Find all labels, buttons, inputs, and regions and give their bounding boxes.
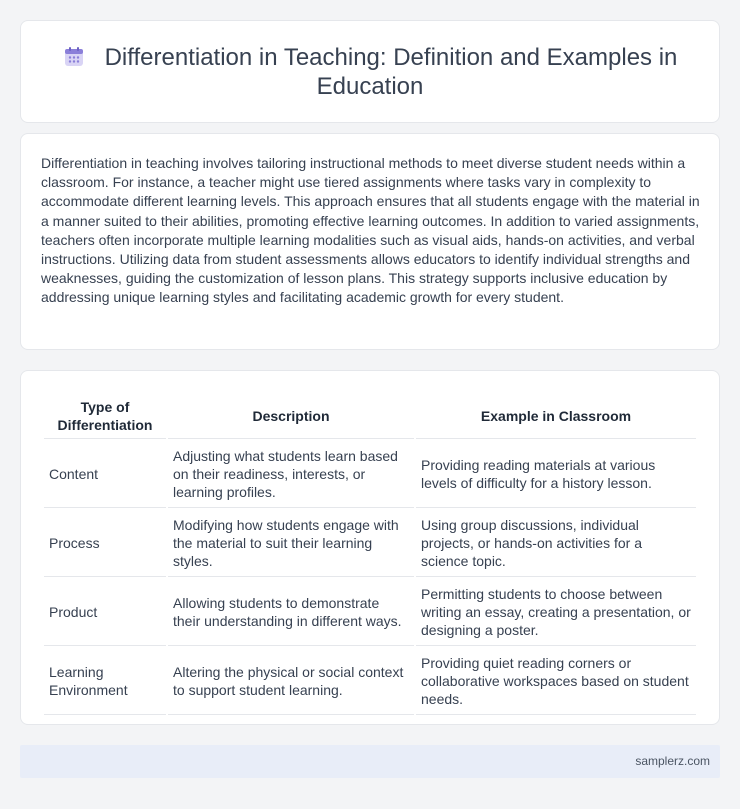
column-header-example: Example in Classroom	[416, 394, 696, 439]
page-title-text: Differentiation in Teaching: Definition and Examples in Education	[104, 44, 678, 100]
table-row	[44, 648, 696, 715]
column-header-description: Description	[168, 394, 414, 439]
table-card	[20, 370, 720, 725]
cell-type: Content	[44, 441, 166, 508]
cell-description: Allowing students to demonstrate their understanding in different ways.	[168, 579, 414, 646]
cell-example: Using group discussions, individual projects, or hands-on activities for a science topic.	[416, 510, 696, 577]
table-row	[44, 441, 696, 508]
cell-description: Modifying how students engage with the material to suit their learning styles.	[168, 510, 414, 577]
cell-type: Process	[44, 510, 166, 577]
intro-paragraph: Differentiation in teaching involves tailoring instructional methods to meet diverse student needs within a classroom. For instance, a teacher might use tiered assignments where tasks vary in complexity to accommodate different learning levels. This approach ensures that all students engage with the material in a manner suited to their abilities, promoting effective learning outcomes. In addition to varied assignments, teachers often incorporate multiple learning modalities such as visual aids, hands-on activities, and verbal instructions. Utilizing data from student assessments allows educators to identify individual strengths and weaknesses, guiding the customization of lesson plans. This strategy supports inclusive education by addressing unique learning styles and facilitating academic growth for every student.	[41, 155, 700, 306]
cell-description: Adjusting what students learn based on their readiness, interests, or learning profiles.	[168, 441, 414, 508]
title-wrap	[21, 43, 719, 101]
cell-type: Product	[44, 579, 166, 646]
cell-example: Providing quiet reading corners or collaborative workspaces based on student needs.	[416, 648, 696, 715]
cell-example: Providing reading materials at various levels of difficulty for a history lesson.	[416, 441, 696, 508]
header-card	[20, 20, 720, 123]
intro-card	[20, 133, 720, 350]
calendar-icon	[63, 46, 85, 68]
table-row	[44, 510, 696, 577]
footer-bar	[20, 745, 720, 778]
cell-description: Altering the physical or social context to support student learning.	[168, 648, 414, 715]
table-row	[44, 579, 696, 646]
page-title	[61, 43, 679, 101]
column-header-type: Type of Differentiation	[44, 394, 166, 439]
cell-example: Permitting students to choose between writing an essay, creating a presentation, or designing a poster.	[416, 579, 696, 646]
cell-type: Learning Environment	[44, 648, 166, 715]
table-header-row	[44, 394, 696, 439]
differentiation-table	[42, 392, 698, 717]
source-link[interactable]: samplerz.com	[635, 754, 710, 768]
